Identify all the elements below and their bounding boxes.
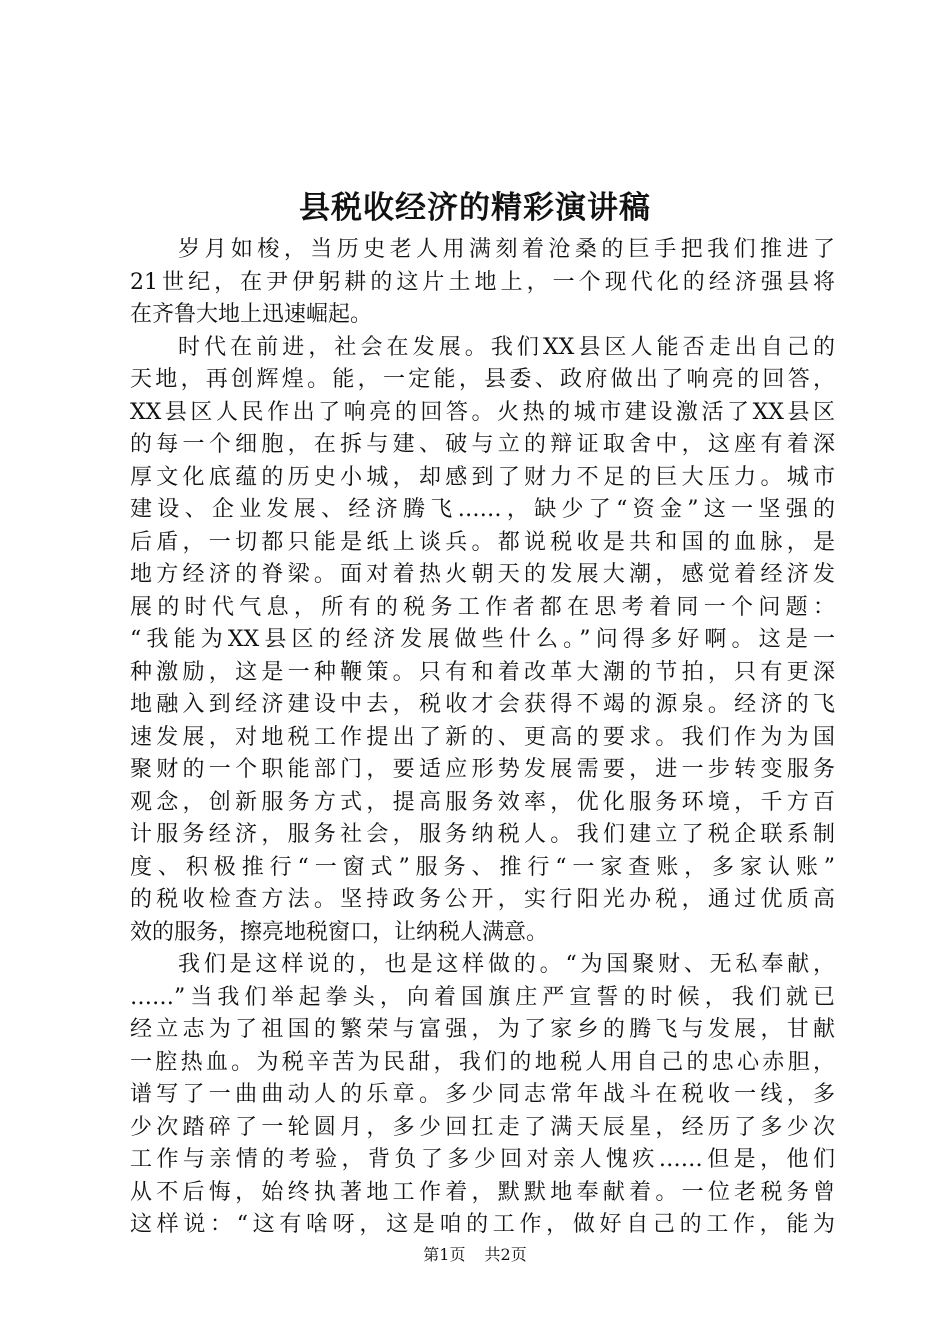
paragraph-line: “我能为XX县区的经济发展做些什么。”问得多好啊。这是一 <box>130 627 835 652</box>
paragraph-line: 展的时代气息，所有的税务工作者都在思考着同一个问题： <box>130 594 835 620</box>
paragraph-line: 聚财的一个职能部门，要适应形势发展需要，进一步转变服务 <box>130 757 835 782</box>
paragraph <box>130 949 835 1242</box>
paragraph-line: 这样说：“这有啥呀，这是咱的工作，做好自己的工作，能为 <box>130 1212 835 1237</box>
paragraph-line: 种激励，这是一种鞭策。只有和着改革大潮的节拍，只有更深 <box>130 659 835 685</box>
paragraph <box>130 332 835 950</box>
paragraph-line: 观念，创新服务方式，提高服务效率，优化服务环境，千方百 <box>130 789 835 815</box>
paragraph-line: 时代在前进，社会在发展。我们XX县区人能否走出自己的 <box>178 334 835 360</box>
paragraph-line: 建设、企业发展、经济腾飞……，缺少了“资金”这一坚强的 <box>130 497 835 522</box>
paragraph-line: 21世纪，在尹伊躬耕的这片土地上，一个现代化的经济强县将 <box>130 269 835 295</box>
paragraph-line: 一腔热血。为税辛苦为民甜，我们的地税人用自己的忠心赤胆， <box>130 1049 835 1075</box>
paragraph-line: 地融入到经济建设中去，税收才会获得不竭的源泉。经济的飞 <box>130 692 835 717</box>
document-body <box>130 234 835 1242</box>
paragraph-line: 从不后悔，始终执著地工作着，默默地奉献着。一位老税务曾 <box>130 1179 835 1205</box>
paragraph <box>130 234 835 332</box>
paragraph-line: 的税收检查方法。坚持政务公开，实行阳光办税，通过优质高 <box>130 887 835 912</box>
paragraph-line: XX县区人民作出了响亮的回答。火热的城市建设激活了XX县区 <box>130 399 835 425</box>
page-number: 第1页 <box>423 1245 466 1264</box>
paragraph-line: 天地，再创辉煌。能，一定能，县委、政府做出了响亮的回答， <box>130 367 835 392</box>
paragraph-line: 的每一个细胞，在拆与建、破与立的辩证取舍中，这座有着深 <box>130 432 835 457</box>
paragraph-line: ……”当我们举起拳头，向着国旗庄严宣誓的时候，我们就已 <box>130 984 835 1010</box>
paragraph-line: 后盾，一切都只能是纸上谈兵。都说税收是共和国的血脉，是 <box>130 529 835 555</box>
paragraph-line: 我们是这样说的，也是这样做的。“为国聚财、无私奉献， <box>178 952 835 977</box>
page-title: 县税收经济的精彩演讲稿 <box>299 190 651 226</box>
paragraph-line: 在齐鲁大地上迅速崛起。 <box>130 302 373 327</box>
paragraph-line: 谱写了一曲曲动人的乐章。多少同志常年战斗在税收一线，多 <box>130 1082 835 1107</box>
paragraph-line: 少次踏碎了一轮圆月，多少回扛走了满天辰星，经历了多少次 <box>130 1114 835 1140</box>
page-total: 共2页 <box>484 1245 527 1264</box>
paragraph-line: 速发展，对地税工作提出了新的、更高的要求。我们作为为国 <box>130 724 835 750</box>
page-footer <box>0 1244 950 1266</box>
paragraph-line: 效的服务，擦亮地税窗口，让纳税人满意。 <box>130 919 549 945</box>
paragraph-line: 经立志为了祖国的繁荣与富强，为了家乡的腾飞与发展，甘献 <box>130 1017 835 1042</box>
paragraph-line: 度、积极推行“一窗式”服务、推行“一家查账，多家认账” <box>130 854 835 880</box>
paragraph-line: 计服务经济，服务社会，服务纳税人。我们建立了税企联系制 <box>130 822 835 847</box>
paragraph-line: 岁月如梭，当历史老人用满刻着沧桑的巨手把我们推进了 <box>178 237 835 262</box>
paragraph-line: 工作与亲情的考验，背负了多少回对亲人愧疚……但是，他们 <box>130 1147 835 1172</box>
paragraph-line: 地方经济的脊梁。面对着热火朝天的发展大潮，感觉着经济发 <box>130 562 835 587</box>
paragraph-line: 厚文化底蕴的历史小城，却感到了财力不足的巨大压力。城市 <box>130 464 835 490</box>
